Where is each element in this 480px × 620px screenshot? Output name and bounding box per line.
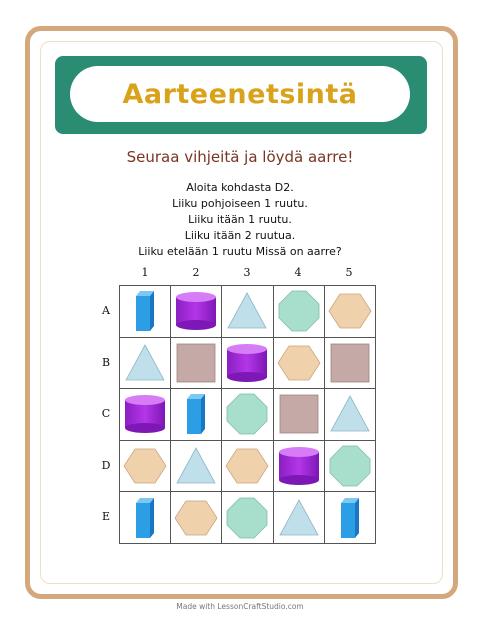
column-header: 3 (243, 266, 251, 279)
prism-icon (122, 288, 168, 334)
grid-cell-A5 (325, 286, 376, 338)
instruction-line: Aloita kohdasta D2. (186, 181, 294, 194)
instruction-line: Liiku etelään 1 ruutu Missä on aarre? (138, 245, 342, 258)
grid-cell-B3 (222, 338, 273, 390)
grid-cell-C5 (325, 389, 376, 441)
instruction-line: Liiku itään 1 ruutu. (188, 213, 292, 226)
hexagon-icon (327, 288, 373, 334)
hexagon-icon (276, 340, 322, 386)
triangle-icon (224, 288, 270, 334)
grid-cell-B5 (325, 338, 376, 390)
prism-icon (173, 391, 219, 437)
grid-cell-D4 (274, 441, 325, 493)
grid-cell-C1 (120, 389, 171, 441)
cylinder-icon (276, 443, 322, 489)
square-icon (327, 340, 373, 386)
grid-cell-A2 (171, 286, 222, 338)
grid-cell-E2 (171, 492, 222, 544)
title-pill (70, 66, 410, 122)
prism-icon (122, 495, 168, 541)
row-header: A (102, 304, 110, 317)
row-header: B (101, 356, 111, 369)
triangle-icon (276, 495, 322, 541)
grid-cell-D5 (325, 441, 376, 493)
grid-cell-E5 (325, 492, 376, 544)
octagon-icon (224, 495, 270, 541)
footer-credit: Made with LessonCraftStudio.com (176, 602, 304, 611)
instruction-line: Liiku pohjoiseen 1 ruutu. (172, 197, 308, 210)
subtitle: Seuraa vihjeitä ja löydä aarre! (126, 148, 354, 166)
square-icon (173, 340, 219, 386)
grid-cell-D1 (120, 441, 171, 493)
instruction-line: Liiku itään 2 ruutua. (184, 229, 296, 242)
octagon-icon (276, 288, 322, 334)
octagon-icon (327, 443, 373, 489)
grid-cell-E3 (222, 492, 273, 544)
grid-cell-C2 (171, 389, 222, 441)
grid-cell-D3 (222, 441, 273, 493)
hexagon-icon (224, 443, 270, 489)
grid-cell-E1 (120, 492, 171, 544)
grid-cell-D2 (171, 441, 222, 493)
grid-cell-C3 (222, 389, 273, 441)
triangle-icon (173, 443, 219, 489)
column-header: 4 (294, 266, 302, 279)
cylinder-icon (173, 288, 219, 334)
grid-cell-E4 (274, 492, 325, 544)
column-header: 2 (192, 266, 200, 279)
row-header: D (101, 459, 111, 472)
triangle-icon (327, 391, 373, 437)
grid-cell-A4 (274, 286, 325, 338)
cylinder-icon (122, 391, 168, 437)
instructions (0, 180, 480, 260)
hexagon-icon (173, 495, 219, 541)
triangle-icon (122, 340, 168, 386)
title-banner (55, 56, 427, 134)
grid-cell-B1 (120, 338, 171, 390)
grid-cell-B4 (274, 338, 325, 390)
grid-cell-C4 (274, 389, 325, 441)
column-header: 1 (141, 266, 149, 279)
grid-cell-B2 (171, 338, 222, 390)
square-icon (276, 391, 322, 437)
hexagon-icon (122, 443, 168, 489)
prism-icon (327, 495, 373, 541)
row-header: E (101, 510, 111, 523)
treasure-grid (119, 285, 376, 544)
row-header: C (101, 407, 111, 420)
grid-cell-A1 (120, 286, 171, 338)
page-title: Aarteenetsintä (122, 78, 358, 110)
octagon-icon (224, 391, 270, 437)
grid-cell-A3 (222, 286, 273, 338)
cylinder-icon (224, 340, 270, 386)
column-header: 5 (345, 266, 353, 279)
